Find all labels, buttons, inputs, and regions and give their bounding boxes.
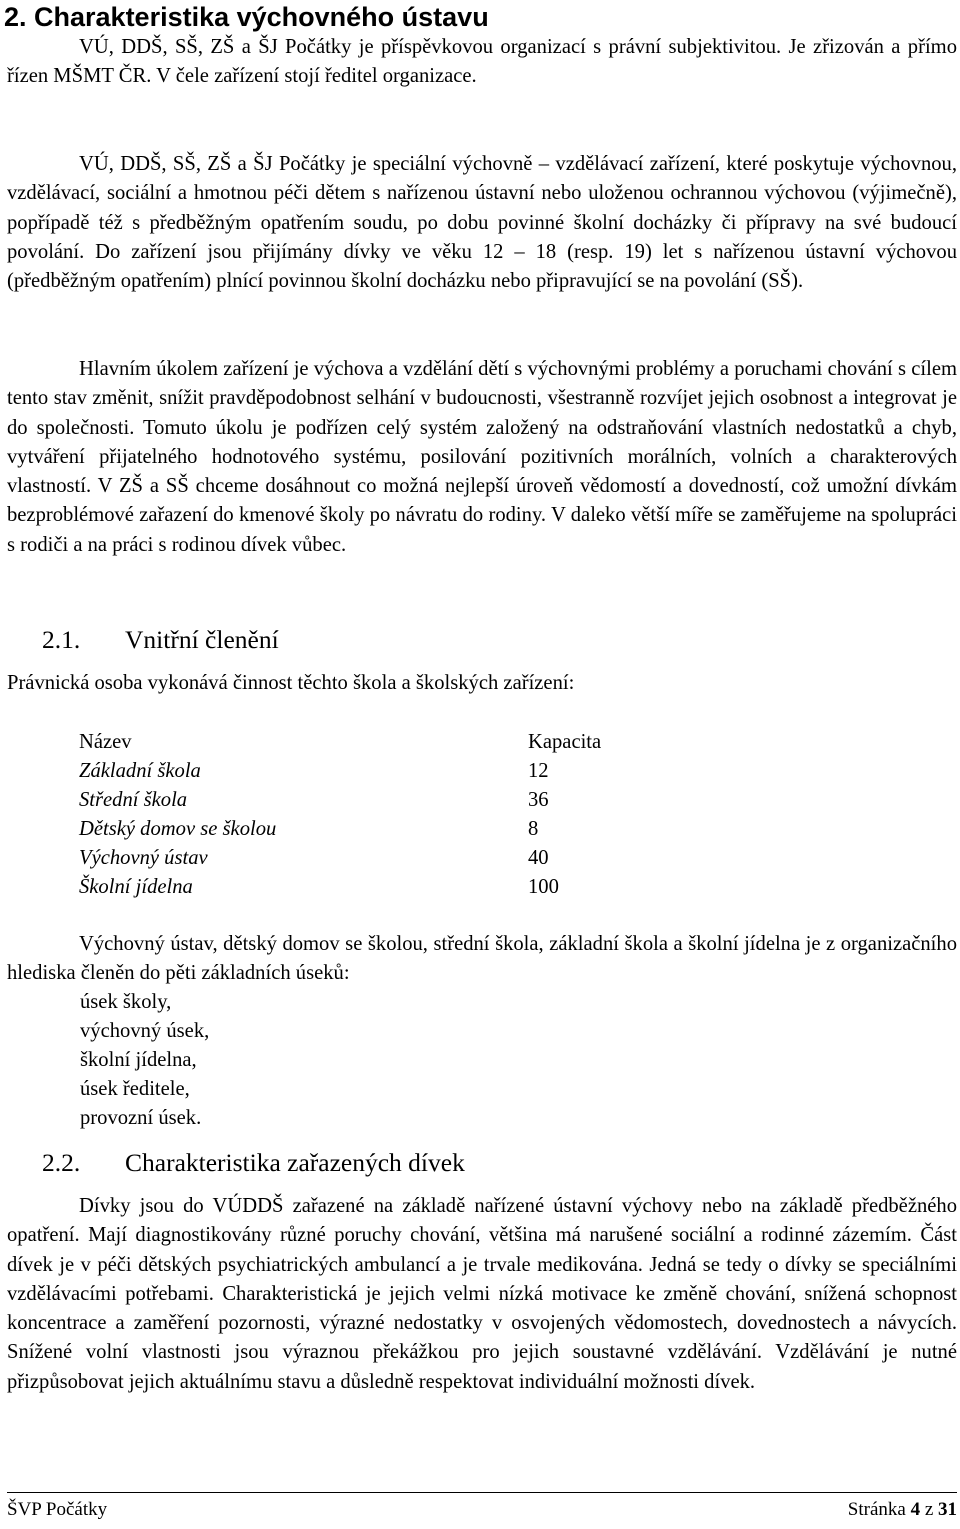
list-item: výchovný úsek, bbox=[80, 1020, 210, 1042]
row-capacity: 100 bbox=[528, 876, 559, 898]
table-row bbox=[79, 757, 679, 786]
paragraph-legal-status: VÚ, DDŠ, SŠ, ZŠ a ŠJ Počátky je příspěvkovou organizací s právní subjektivitou. Je zřizován a přímo řízen MŠMT ČR. V čele zařízení stojí ředitel organizace. bbox=[7, 36, 957, 88]
row-name: Základní škola bbox=[79, 760, 201, 782]
row-capacity: 12 bbox=[528, 760, 549, 782]
capacity-table bbox=[79, 728, 679, 902]
section-heading-2-2 bbox=[42, 1147, 465, 1179]
footer-page-number bbox=[848, 1497, 957, 1523]
page-label: Stránka bbox=[847, 1499, 906, 1520]
list-item: úsek školy, bbox=[80, 991, 172, 1013]
row-capacity: 8 bbox=[528, 818, 539, 840]
paragraph-girls-characteristics: Dívky jsou do VÚDDŠ zařazené na základě nařízené ústavní výchovy nebo na základě předběžného opatření. Mají diagnostikovány různé poruchy chování, většina má narušené sociální a rodinné zázemím. Část dívek je v péči dětských psychiatrických ambulancí a je trvale medikována. Jedná se tedy o dívky se speciálními vzdělávacími potřebami. Charakteristická je jejich velmi nízká motivace ke změně chování, snížená schopnost koncentrace a zaměření pozornosti, výrazné nedostatky v osvojených vědomostech, dovednostech a návycích. Snížené volní vlastnosti jsou výraznou překážkou pro jejich soustavné vzdělávání. Vzdělávání je nutné přizpůsobovat jejich aktuálnímu stavu a důsledně respektovat individuální možnosti dívek. bbox=[7, 1195, 957, 1393]
row-name: Výchovný ústav bbox=[79, 847, 208, 869]
section-title: Charakteristika zařazených dívek bbox=[125, 1148, 465, 1177]
row-name: Dětský domov se školou bbox=[79, 818, 277, 840]
section-title: Vnitřní členění bbox=[125, 625, 279, 654]
table-row bbox=[79, 815, 679, 844]
page-of: z bbox=[924, 1499, 934, 1520]
list-item: provozní úsek. bbox=[80, 1107, 202, 1129]
table-header-row bbox=[79, 728, 679, 757]
row-capacity: 36 bbox=[528, 789, 549, 811]
section-number: 2.2. bbox=[42, 1148, 81, 1177]
paragraph-main-task: Hlavním úkolem zařízení je výchova a vzdělání dětí s výchovnými problémy a poruchami chování s cílem tento stav změnit, snížit pravděpodobnost selhání v budoucnosti, všestranně rozvíjet jejich osobnost a integrovat je do společnosti. Tomuto úkolu je podřízen celý systém založený na odstraňování vlastních nedostatků a chyb, vytváření přijatelného hodnotového systému, posilování pozitivních morálních, volních a charakterových vlastností. V ZŠ a SŠ chceme dosáhnout co možná nejlepší úroveň vědomostí a dovedností, což umožní dívkám bezproblémové zařazení do kmenové školy po návratu do rodiny. V daleko větší míře se zaměřujeme na spolupráci s rodiči a na práci s rodinou dívek vůbec. bbox=[7, 358, 957, 556]
table-row bbox=[79, 786, 679, 815]
paragraph-organization: Výchovný ústav, dětský domov se školou, střední škola, základní škola a školní jídelna je z organizačního hlediska členěn do pěti základních úseků: bbox=[7, 933, 957, 985]
paragraph-facility-description: VÚ, DDŠ, SŠ, ZŠ a ŠJ Počátky je speciální výchovně – vzdělávací zařízení, které poskytuje výchovnou, vzdělávací, sociální a hmotnou péči dětem s nařízenou ústavní nebo uloženou ochrannou výchovou (výjimečně), popřípadě též s předběžným opatřením soudu, po dobu povinné školní docházky či přípravy na své budoucí povolání. Do zařízení jsou přijímány dívky ve věku 12 – 18 (resp. 19) let s nařízenou ústavní výchovou (předběžným opatřením) plnící povinnou školní docházku nebo připravující se na povolání (SŠ). bbox=[7, 153, 957, 293]
table-row bbox=[79, 844, 679, 873]
row-name: Střední škola bbox=[79, 789, 188, 811]
total-pages: 31 bbox=[938, 1499, 957, 1520]
header-capacity: Kapacita bbox=[528, 731, 602, 753]
unit-list bbox=[80, 988, 209, 1133]
row-capacity: 40 bbox=[528, 847, 549, 869]
row-name: Školní jídelna bbox=[79, 876, 193, 898]
list-item: úsek ředitele, bbox=[80, 1078, 190, 1100]
section-number: 2.1. bbox=[42, 625, 81, 654]
footer-rule bbox=[7, 1492, 957, 1493]
footer-document-name: ŠVP Počátky bbox=[7, 1499, 108, 1520]
section-heading-2-1 bbox=[42, 624, 279, 656]
header-name: Název bbox=[79, 731, 132, 753]
paragraph-legal-entity: Právnická osoba vykonává činnost těchto škola a školských zařízení: bbox=[7, 672, 575, 694]
table-row bbox=[79, 873, 679, 902]
list-item: školní jídelna, bbox=[80, 1049, 197, 1071]
current-page: 4 bbox=[910, 1499, 921, 1520]
chapter-heading: 2. Charakteristika výchovného ústavu bbox=[4, 2, 489, 32]
